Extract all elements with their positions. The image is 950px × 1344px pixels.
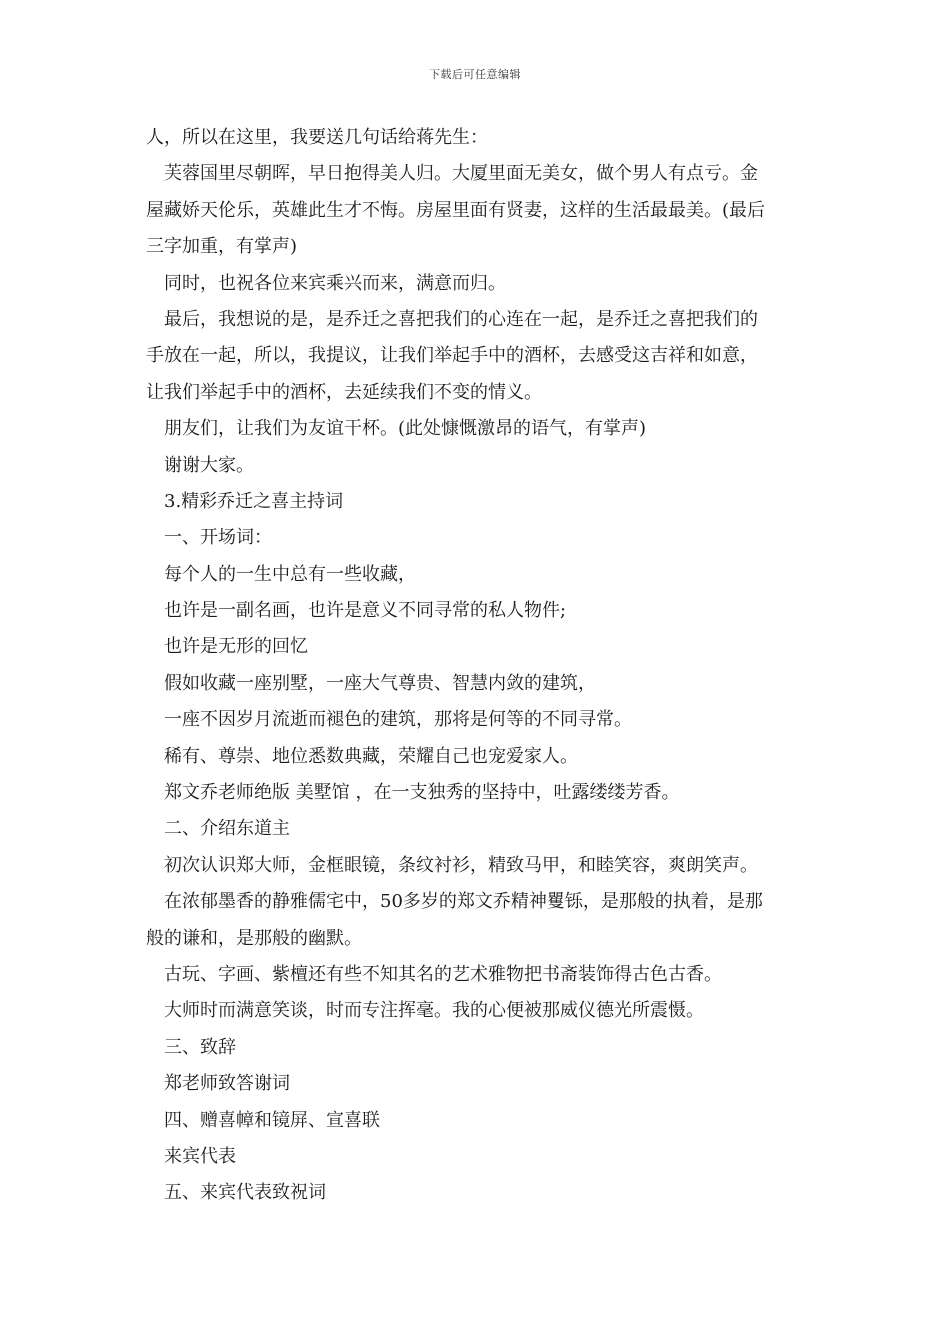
text-line: 也许是一副名画，也许是意义不同寻常的私人物件; [164,600,567,622]
text-line: 在浓郁墨香的静雅儒宅中，50多岁的郑文乔精神矍铄，是那般的执着，是那 [164,891,763,913]
text-line: 般的谦和，是那般的幽默。 [146,927,362,949]
text-line: 3.精彩乔迁之喜主持词 [164,490,344,512]
text-line: 每个人的一生中总有一些收藏， [164,563,416,585]
page-header-note: 下载后可任意编辑 [429,68,521,81]
text-line: 古玩、字画、紫檀还有些不知其名的艺术雅物把书斋装饰得古色古香。 [164,963,722,985]
text-line: 一座不因岁月流逝而褪色的建筑，那将是何等的不同寻常。 [164,709,632,731]
text-line: 大师时而满意笑谈，时而专注挥毫。我的心便被那威仪德光所震慑。 [164,1000,704,1022]
text-line: 郑老师致答谢词 [164,1073,290,1095]
text-line: 三、致辞 [164,1036,236,1058]
text-line: 同时，也祝各位来宾乘兴而来，满意而归。 [164,272,506,294]
text-line: 谢谢大家。 [164,454,254,476]
text-line: 假如收藏一座别墅，一座大气尊贵、智慧内敛的建筑， [164,672,596,694]
text-line: 四、赠喜幛和镜屏、宣喜联 [164,1109,380,1131]
text-line: 朋友们，让我们为友谊干杯。(此处慷慨激昂的语气，有掌声) [164,418,647,440]
text-line: 芙蓉国里尽朝晖，早日抱得美人归。大厦里面无美女，做个男人有点亏。金 [164,163,758,185]
text-line: 最后，我想说的是，是乔迁之喜把我们的心连在一起，是乔迁之喜把我们的 [164,308,758,330]
text-line: 郑文乔老师绝版 美墅馆 ，在一支独秀的坚持中，吐露缕缕芳香。 [164,782,680,804]
text-line: 五、来宾代表致祝词 [164,1182,326,1204]
text-line: 屋藏娇天伦乐，英雄此生才不悔。房屋里面有贤妻，这样的生活最最美。(最后 [146,199,766,221]
text-line: 也许是无形的回忆 [164,636,308,658]
text-line: 一、开场词： [164,527,272,549]
text-line: 让我们举起手中的酒杯，去延续我们不变的情义。 [146,381,542,403]
text-line: 三字加重，有掌声) [146,236,298,258]
document-body [146,120,814,1212]
text-line: 稀有、尊崇、地位悉数典藏，荣耀自己也宠爱家人。 [164,745,578,767]
text-line: 人，所以在这里，我要送几句话给蒋先生： [146,127,488,148]
text-line: 来宾代表 [164,1145,236,1167]
text-line: 二、介绍东道主 [164,818,290,840]
text-line: 手放在一起，所以，我提议，让我们举起手中的酒杯，去感受这吉祥和如意， [146,345,758,367]
text-line: 初次认识郑大师，金框眼镜，条纹衬衫，精致马甲，和睦笑容，爽朗笑声。 [164,854,758,876]
